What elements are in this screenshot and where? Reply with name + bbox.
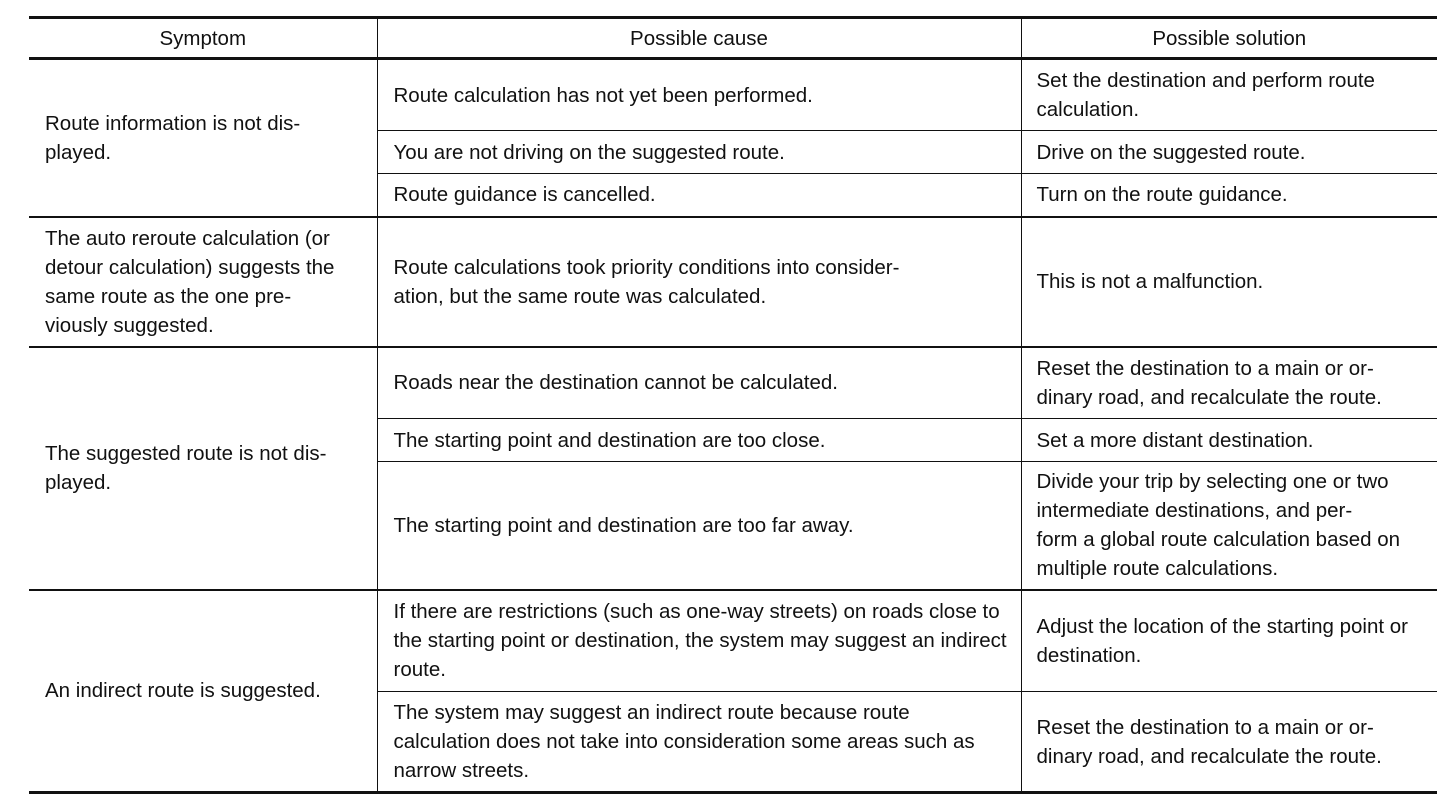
cause-cell [377,692,1021,793]
cause-text: The starting point and destination are too close. [393,428,826,452]
solution-text: This is not a malfunction. [1036,270,1264,293]
cause-cell [377,590,1021,692]
header-symptom: Symptom [159,26,247,50]
cause-text: Route calculation has not yet been performed. [393,83,813,107]
symptom-cell [29,59,377,217]
solution-cell [1021,590,1437,692]
table-row [29,217,1437,347]
solution-text: Reset the destination to a main or or- dinary road, and recalculate the route. [1036,715,1382,768]
solution-text: Set a more distant destination. [1036,428,1314,452]
cause-text: If there are restrictions (such as one-way streets) on roads close to the starting point or destination, the system may suggest an indirect route. [393,600,1007,682]
solution-cell [1021,419,1437,462]
cause-text: Route calculations took priority conditions into consider- ation, but the same route was calculated. [393,255,900,308]
solution-cell [1021,692,1437,793]
cause-cell [377,174,1021,217]
cause-text: The system may suggest an indirect route because route calculation does not take into consideration some areas such as narrow streets. [393,701,975,782]
solution-text: Adjust the location of the starting point or destination. [1036,614,1409,667]
table-row [29,59,1437,131]
solution-text: Set the destination and perform route calculation. [1036,69,1375,121]
solution-cell [1021,217,1437,347]
solution-cell [1021,462,1437,590]
cause-text: You are not driving on the suggested route. [393,140,785,164]
symptom-text: An indirect route is suggested. [45,679,321,703]
troubleshooting-table [29,16,1437,794]
symptom-cell [29,347,377,590]
solution-cell [1021,174,1437,217]
cause-text: Route guidance is cancelled. [393,183,656,207]
symptom-text: Route information is not dis- played. [45,111,301,164]
table-row [29,590,1437,692]
header-row [29,18,1437,59]
solution-cell [1021,347,1437,419]
symptom-text: The suggested route is not dis- played. [45,442,327,494]
solution-text: Drive on the suggested route. [1036,140,1306,164]
symptom-cell [29,217,377,347]
cause-text: Roads near the destination cannot be calculated. [393,371,838,395]
solution-text: Reset the destination to a main or or- dinary road, and recalculate the route. [1036,356,1382,409]
cause-cell [377,217,1021,347]
symptom-text: The auto reroute calculation (or detour calculation) suggests the same route as the one pre- viously suggested. [45,226,335,337]
cause-cell [377,419,1021,462]
cause-text: The starting point and destination are too far away. [393,513,854,537]
cause-cell [377,462,1021,590]
symptom-cell [29,590,377,793]
cause-cell [377,347,1021,419]
solution-cell [1021,59,1437,131]
table-row [29,347,1437,419]
solution-text: Divide your trip by selecting one or two intermediate destinations, and per- form a global route calculation based on multiple route calculations. [1036,470,1401,581]
header-possible-solution: Possible solution [1021,18,1437,59]
solution-text: Turn on the route guidance. [1036,183,1288,207]
header-possible-cause: Possible cause [377,18,1021,59]
cause-cell [377,59,1021,131]
cause-cell [377,131,1021,174]
solution-cell [1021,131,1437,174]
